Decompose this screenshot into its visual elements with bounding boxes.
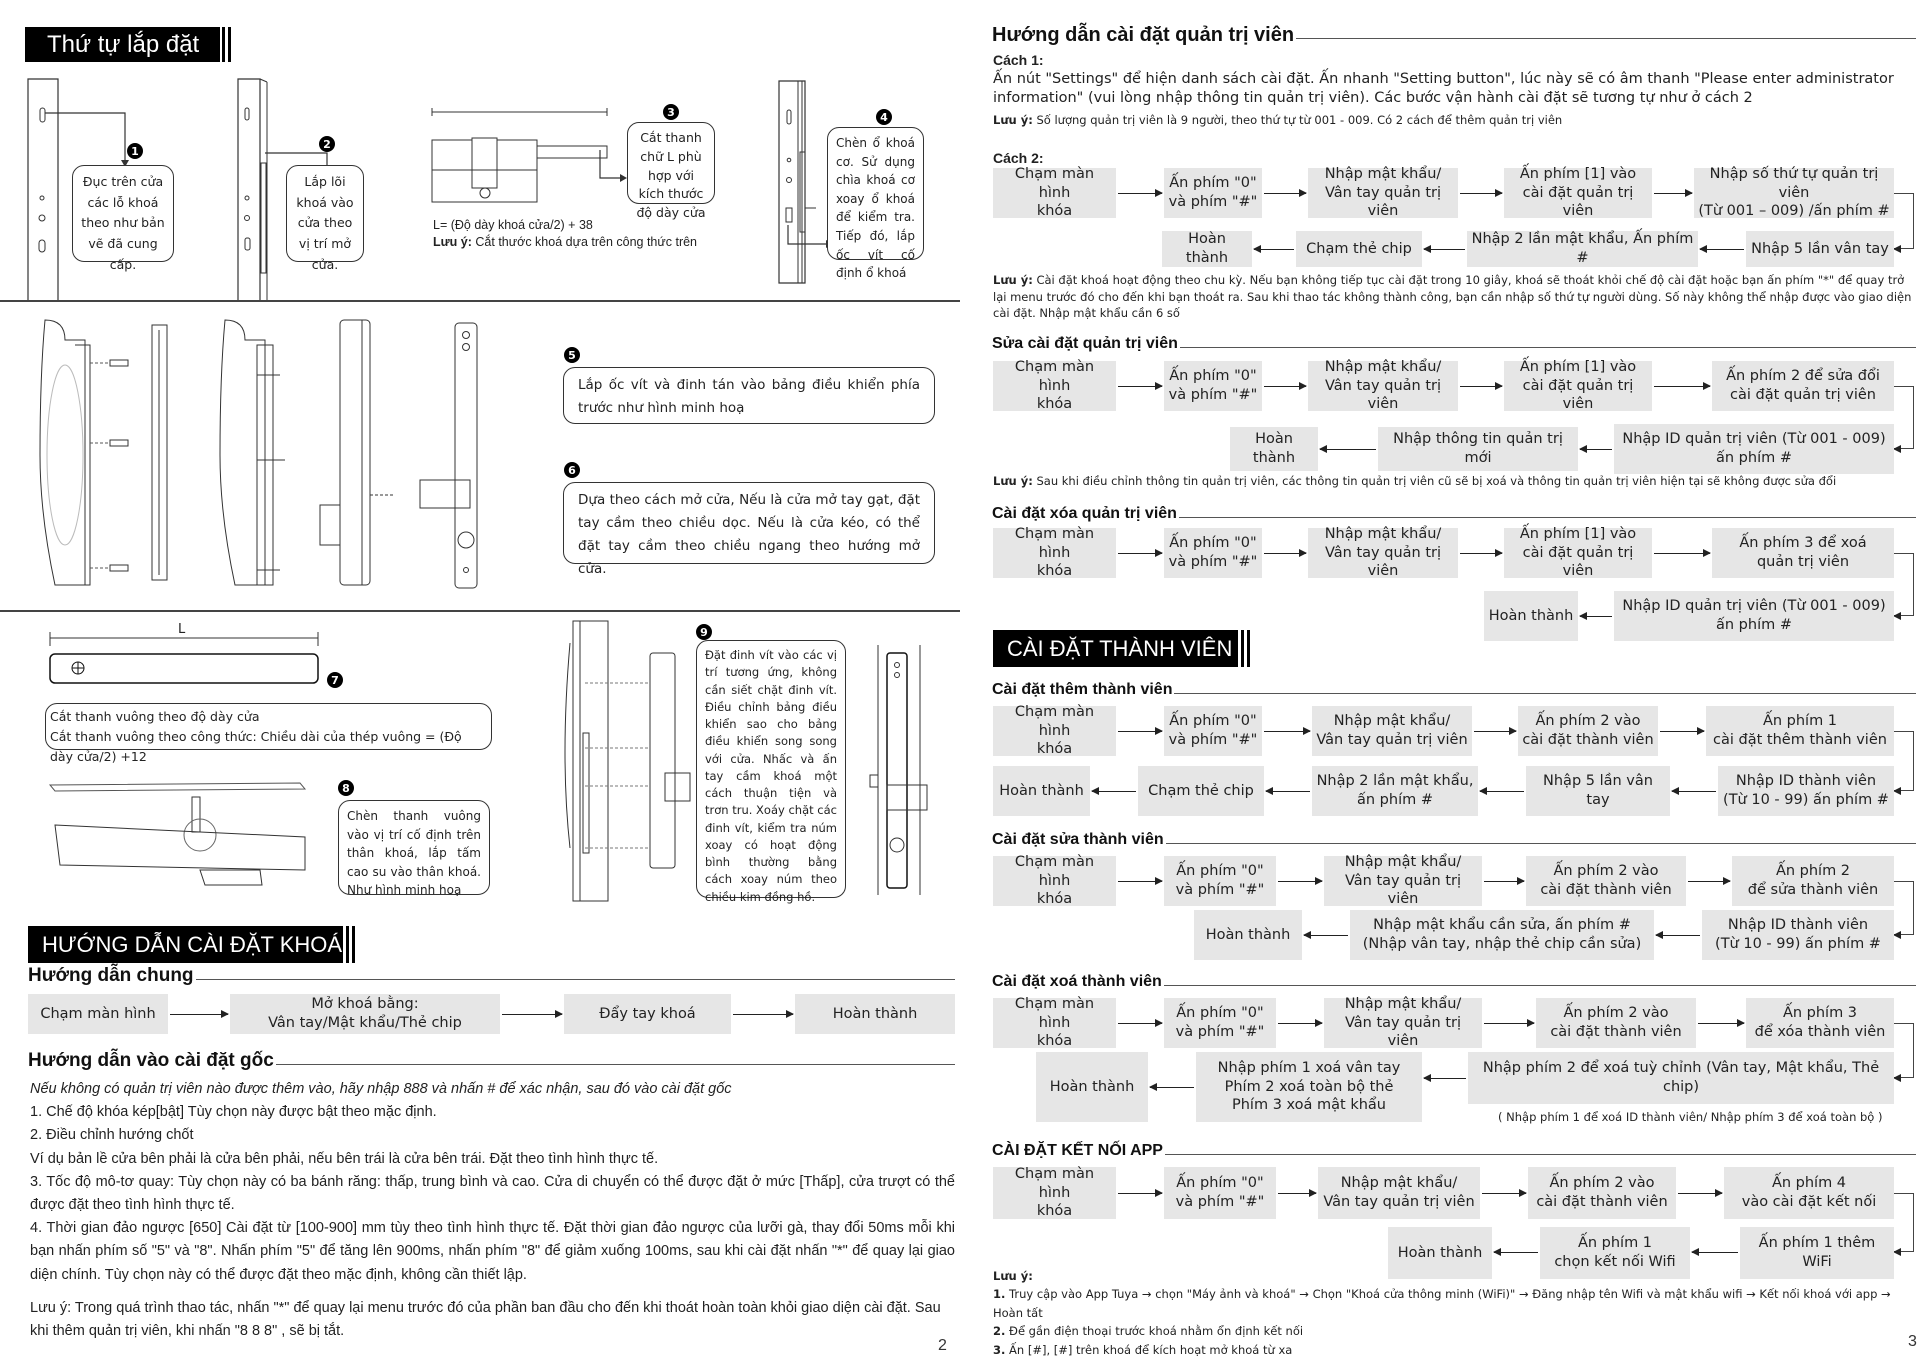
- dimension-label-l: L: [178, 622, 186, 637]
- flow-step: Chạm màn hình khóa: [993, 856, 1116, 906]
- factory-line: 4. Thời gian đảo ngược [650] Cài đặt từ [100-900] mm tùy theo tình hình thực tế. Đặt thời gian đảo ngược của lưỡi gà, thay đổi 50ms mỗi khi bạn nhấn phím số "5" và "8". Nhấn phím "5" để tăng lên 900ms, nhấn phím "8" để giảm xuống 100ms, sau khi cài đặt nhấn "*" để quay lại giao diện chính. Tùy chọn này có thể được đặt theo mặc định, không cần thiết lập.: [30, 1220, 955, 1283]
- admin-guide-title: Hướng dẫn cài đặt quản trị viên: [992, 24, 1295, 46]
- cylinder-formula: L= (Độ dày khoá cửa/2) + 38: [433, 218, 593, 232]
- flow-arrow-right: [1264, 553, 1306, 554]
- step-number-3: 3: [663, 104, 679, 120]
- flow-arrow-right: [1484, 1023, 1534, 1024]
- factory-line: 2. Điều chỉnh hướng chốt: [30, 1127, 194, 1144]
- factory-intro: Nếu không có quản trị viên nào được thêm vào, hãy nhập 888 và nhấn # để xác nhận, sau đó vào cài đặt gốc: [30, 1081, 732, 1097]
- general-flow-step: Đẩy tay khoá: [564, 994, 731, 1034]
- flow-step: Nhập ID thành viên (Từ 10 - 99) ấn phím #: [1702, 910, 1894, 960]
- members-banner-title: CÀI ĐẶT THÀNH VIÊN: [1007, 635, 1233, 661]
- flow-step: Ấn phím 2 vào cài đặt thành viên: [1536, 998, 1696, 1048]
- delete-member-title: Cài đặt xoá thành viên: [992, 973, 1162, 990]
- flow-arrow-right: [1118, 193, 1162, 194]
- step-7-line-2: Cắt thanh vuông theo công thức: Chiều dài của thép vuông = (Độ dày cửa/2) +12: [50, 729, 462, 764]
- flow-step: Chạm màn hình khóa: [993, 168, 1116, 218]
- flow-arrow-left: [1700, 249, 1744, 250]
- flow-arrow-right: [502, 1014, 562, 1015]
- lock-body-drawing: [50, 775, 330, 890]
- general-guide-heading: [28, 965, 955, 987]
- leader-line-3: [600, 150, 630, 185]
- flow-step: Ấn phím 3 để xoá quản trị viên: [1712, 528, 1894, 578]
- flow-step: Nhập mật khẩu cần sửa, ấn phím # (Nhập vân tay, nhập thẻ chip cần sửa): [1350, 910, 1654, 960]
- flow-step: Nhập mật khẩu/ Vân tay quản trị viên: [1308, 528, 1458, 578]
- flow-step: Hoàn thành: [1162, 231, 1252, 267]
- flow-arrow-right: [1118, 553, 1162, 554]
- step-number-1: 1: [127, 143, 143, 159]
- step-number-9: 9: [696, 624, 712, 640]
- flow-arrow-right: [1660, 731, 1704, 732]
- add-member-heading: [992, 681, 1916, 699]
- factory-guide-content: [30, 1078, 955, 1343]
- step-number-5: 5: [564, 347, 580, 363]
- app-note-item: [993, 1322, 1918, 1340]
- step-number-4: 4: [876, 109, 892, 125]
- step-2-callout: Lắp lõi khoá vào cửa theo vị trí mở cửa.: [286, 165, 364, 262]
- note-number: 1.: [993, 1287, 1006, 1302]
- flow-step: Chạm màn hình khóa: [993, 361, 1116, 411]
- flow-arrow-left: [1580, 449, 1612, 450]
- step-5-callout: Lắp ốc vít và đinh tán vào bảng điều khiển phía trước như hình minh hoạ: [563, 367, 935, 424]
- flow-arrow-right: [1278, 1193, 1316, 1194]
- flow-connector: [1894, 731, 1914, 791]
- note-label: Lưu ý:: [993, 273, 1033, 287]
- flow-step: Ấn phím "0" và phím "#": [1164, 856, 1276, 906]
- general-guide-title: Hướng dẫn chung: [28, 965, 194, 986]
- flow-step: Chạm thẻ chip: [1138, 766, 1264, 816]
- edit-admin-title: Sửa cài đặt quản trị viên: [992, 335, 1178, 352]
- step-9-callout: Đặt đinh vít vào các vị trí tương ứng, không cần siết chặt đinh vít. Điều chỉnh bảng điều khiển sao cho bảng điều khiển song song với cửa. Nhấc và ấn tay cầm khoá một cách thuận tiện và trơn tru. Xoáy chặt các đinh vít, kiểm tra núm xoay có hoạt động bình thường bằng cách xoay núm theo chiều kim đồng hồ.: [696, 640, 846, 898]
- flow-step: Ấn phím 2 vào cài đặt thành viên: [1518, 706, 1658, 756]
- general-flow-step: Hoàn thành: [795, 994, 955, 1034]
- admin-guide-heading: [992, 24, 1916, 47]
- factory-line: 1. Chế độ khóa kép[bật] Tùy chọn này được bật theo mặc định.: [30, 1104, 437, 1121]
- note-text: Ấn [#], [#] trên khoá để kích hoạt mở khoá từ xa: [1009, 1342, 1293, 1357]
- flow-arrow-left: [1254, 249, 1294, 250]
- flow-step: Ấn phím 1 chọn kết nối Wifi: [1540, 1227, 1690, 1279]
- flow-arrow-right: [1688, 881, 1730, 882]
- flow-step: Nhập phím 1 xoá vân tay Phím 2 xoá toàn bộ thẻ Phím 3 xoá mật khẩu: [1196, 1052, 1422, 1122]
- step-number-8: 8: [338, 780, 354, 796]
- edit-member-title: Cài đặt sửa thành viên: [992, 831, 1164, 848]
- general-flow-step: Mở khoá bằng: Vân tay/Mật khẩu/Thẻ chip: [230, 994, 500, 1034]
- flow-step: Ấn phím "0" và phím "#": [1164, 361, 1262, 411]
- flow-step: Chạm màn hình khóa: [993, 706, 1116, 756]
- method-2-label: Cách 2:: [993, 150, 1044, 166]
- handle-drawings-row: [35, 315, 475, 595]
- flow-step: Nhập ID quản trị viên (Từ 001 - 009) ấn phím #: [1614, 424, 1894, 474]
- flow-step: Nhập mật khẩu/ Vân tay quản trị viên: [1308, 168, 1458, 218]
- flow-arrow-right: [1278, 881, 1322, 882]
- flow-connector: [1894, 386, 1914, 449]
- step-number-7: 7: [327, 672, 343, 688]
- method-1-text: Ấn nút "Settings" để hiện danh sách cài đặt. Ấn nhanh "Setting button", lúc này sẽ có âm thanh "Please enter administrator information" (vui lòng nhập thông tin quản trị viên). Các bước vận hành cài đặt sẽ tương tự như ở cách 2: [993, 71, 1894, 106]
- note-label: Lưu ý:: [433, 235, 472, 249]
- flow-step: Ấn phím "0" và phím "#": [1164, 1167, 1276, 1219]
- flow-connector: [1894, 1193, 1914, 1252]
- flow-step: Chạm màn hình khóa: [993, 998, 1116, 1048]
- flow-arrow-right: [1264, 193, 1306, 194]
- flow-step: Chạm màn hình khóa: [993, 1167, 1116, 1219]
- leader-line-1: [45, 110, 135, 170]
- flow-step: Nhập mật khẩu/ Vân tay quản trị viên: [1308, 361, 1458, 411]
- flow-arrow-right: [1264, 731, 1310, 732]
- flow-arrow-right: [170, 1014, 228, 1015]
- step-number-2: 2: [319, 136, 335, 152]
- door-assembly-drawing: [565, 618, 715, 903]
- note-label: Lưu ý:: [993, 113, 1033, 127]
- flow-step: Nhập thông tin quản trị mới: [1378, 427, 1578, 471]
- section-divider-1: [0, 300, 960, 302]
- page-number-left: 2: [938, 1337, 947, 1354]
- flow-step: Ấn phím 1 cài đặt thêm thành viên: [1706, 706, 1894, 756]
- banner-bars: [1241, 630, 1250, 667]
- note-text: Sau khi điều chỉnh thông tin quản trị viên, các thông tin quản trị viên cũ sẽ bị xoá và thông tin quản trị viên hiện tại sẽ không được sửa đổi: [1036, 474, 1837, 488]
- flow-step: Nhập ID thành viên (Từ 10 - 99) ấn phím #: [1718, 766, 1894, 816]
- method-1-note: [993, 112, 1562, 129]
- step-7-callout: [45, 703, 492, 764]
- flow-arrow-left: [1692, 1252, 1738, 1253]
- flow-arrow-left: [1424, 1078, 1466, 1079]
- delete-admin-heading: [992, 505, 1916, 523]
- front-panel-drawing: [870, 645, 935, 895]
- delete-member-sub-note: ( Nhập phím 1 để xoá ID thành viên/ Nhập phím 3 để xoá toàn bộ ): [1498, 1110, 1883, 1124]
- flow-step: Chạm màn hình khóa: [993, 528, 1116, 578]
- flow-step: Nhập mật khẩu/ Vân tay quản trị viên: [1312, 706, 1472, 756]
- flow-connector: [1894, 1023, 1914, 1078]
- flow-connector: [1894, 553, 1914, 616]
- general-flow-step: Chạm màn hình: [28, 994, 168, 1034]
- step-1-callout: Đục trên cửa các lỗ khoá theo như bản vẽ đã cung cấp.: [72, 165, 174, 262]
- flow-arrow-left: [1424, 249, 1465, 250]
- app-note-item: [993, 1285, 1918, 1322]
- flow-step: Hoàn thành: [1036, 1052, 1148, 1122]
- note-text: Cài đặt khoá hoạt động theo chu kỳ. Nếu bạn không tiếp tục cài đặt trong 10 giây, khoá sẽ thoát khỏi chế độ cài đặt hoặc bạn ấn phím "*" để quay trở lại menu trước đó cho đến khi bạn thoát ra. Sau khi thao tác không thành công, bạn cần nhập số thứ tự người dùng. Số này không thể nhập được vào giao diện cài đặt. Nhập mật khẩu cần 6 số: [993, 273, 1912, 321]
- flow-step: Hoàn thành: [1484, 591, 1578, 641]
- flow-arrow-right: [1460, 386, 1502, 387]
- flow-arrow-right: [1482, 1193, 1526, 1194]
- flow-step: Ấn phím "0" và phím "#": [1164, 998, 1276, 1048]
- flow-step: Nhập phím 2 để xoá tuỳ chỉnh (Vân tay, Mật khẩu, Thẻ chip): [1468, 1052, 1894, 1104]
- delete-member-heading: [992, 973, 1916, 991]
- members-banner: [993, 630, 1238, 667]
- flow-arrow-left: [1320, 449, 1376, 450]
- flow-arrow-right: [1654, 386, 1710, 387]
- flow-step: Nhập 2 lần mật khẩu, Ấn phím #: [1467, 231, 1698, 267]
- square-bar-drawing: [50, 628, 325, 688]
- flow-step: Hoàn thành: [993, 766, 1090, 816]
- edit-admin-heading: [992, 335, 1916, 353]
- page-number-right: 3: [1908, 1333, 1917, 1350]
- flow-arrow-right: [1484, 881, 1524, 882]
- flow-arrow-left: [1656, 935, 1700, 936]
- flow-connector: [1894, 193, 1914, 249]
- flow-step: Hoàn thành: [1388, 1227, 1492, 1279]
- note-label: Lưu ý:: [993, 474, 1033, 488]
- flow-step: Nhập 5 lần vân tay: [1746, 231, 1894, 267]
- edit-member-heading: [992, 831, 1916, 849]
- flow-step: Ấn phím 2 để sửa đổi cài đặt quản trị viên: [1712, 361, 1894, 411]
- flow-arrow-right: [1278, 1023, 1322, 1024]
- flow-arrow-right: [1118, 386, 1162, 387]
- flow-arrow-left: [1304, 935, 1348, 936]
- note-text: Số lượng quản trị viên là 9 người, theo thứ tự từ 001 - 009. Có 2 cách để thêm quản trị viên: [1036, 113, 1563, 127]
- flow-connector: [1894, 881, 1914, 935]
- banner-bars: [222, 27, 231, 62]
- edit-admin-note: [993, 473, 1836, 490]
- flow-arrow-right: [1678, 1193, 1722, 1194]
- factory-line: 3. Tốc độ mô-tơ quay: Tùy chọn này có ba bánh răng: thấp, trung bình và cao. Cửa di chuyển có thể được đặt ở mức [Thấp], cửa trượt có thể được đặt theo tình hình thực tế.: [30, 1173, 955, 1213]
- flow-arrow-right: [1264, 386, 1306, 387]
- note-text: Cắt thước khoá dựa trên công thức trên: [475, 235, 698, 249]
- app-note-label: Lưu ý:: [993, 1269, 1033, 1283]
- factory-line: Ví dụ bản lề cửa bên phải là cửa bên phải, nếu bên trái là cửa bên trái. Đặt theo tình hình thực tế.: [30, 1150, 659, 1167]
- banner-bars: [346, 926, 355, 963]
- flow-arrow-right: [1654, 553, 1710, 554]
- app-notes: [993, 1267, 1918, 1357]
- factory-note: Lưu ý: Trong quá trình thao tác, nhấn "*" để quay lại menu trước đó của phần ban đầu cho đến khi thoát hoàn toàn khỏi giao diện cài đặt. Sau khi thêm quản trị viên, khi nhấn "8 8 8" , sẽ bị tắt.: [30, 1299, 941, 1339]
- flow-step: Hoàn thành: [1194, 910, 1302, 960]
- note-text: Truy cập vào App Tuya → chọn "Máy ảnh và khoá" → Chọn "Khoá cửa thông minh (WiFi)" → Đăng nhập tên Wifi và mật khẩu wifi → Kết nối khoá với app → Hoàn tất: [993, 1287, 1891, 1320]
- flow-step: Nhập số thứ tự quản trị viên (Từ 001 – 009) /ấn phím #: [1694, 168, 1894, 218]
- flow-step: Ấn phím "0" và phím "#": [1164, 706, 1262, 756]
- app-connect-title: CÀI ĐẶT KẾT NỐI APP: [992, 1142, 1163, 1159]
- flow-step: Hoàn thành: [1230, 427, 1318, 471]
- flow-step: Ấn phím "0" và phím "#": [1164, 168, 1262, 218]
- install-order-banner: [25, 27, 220, 62]
- factory-guide-title: Hướng dẫn vào cài đặt gốc: [28, 1050, 274, 1071]
- flow-step: Ấn phím 2 vào cài đặt thành viên: [1526, 856, 1686, 906]
- flow-step: Ấn phím 1 thêm WiFi: [1740, 1227, 1894, 1279]
- flow-step: Ấn phím [1] vào cài đặt quản trị viên: [1504, 361, 1652, 411]
- note-text: Để gần điện thoại trước khoá nhằm ổn định kết nối: [1009, 1324, 1304, 1339]
- flow-arrow-right: [1474, 731, 1516, 732]
- flow-arrow-right: [1654, 193, 1692, 194]
- step-3-callout: Cắt thanh chữ L phù hợp với kích thước độ dày cửa: [627, 122, 715, 204]
- note-number: 2.: [993, 1324, 1006, 1339]
- flow-arrow-left: [1150, 1087, 1194, 1088]
- note-number: 3.: [993, 1342, 1006, 1357]
- flow-step: Ấn phím 2 để sửa thành viên: [1732, 856, 1894, 906]
- flow-arrow-left: [1494, 1252, 1538, 1253]
- flow-arrow-right: [1118, 881, 1162, 882]
- step-4-callout: Chèn ổ khoá cơ. Sử dụng chìa khoá cơ xoay ổ khoá để kiểm tra. Tiếp đó, lắp ốc vít cố định ổ khoá: [827, 127, 924, 260]
- flow-step: Chạm thẻ chip: [1296, 231, 1422, 267]
- step-number-6: 6: [564, 462, 580, 478]
- lock-setup-banner: [28, 926, 343, 963]
- flow-step: Ấn phím 2 vào cài đặt thành viên: [1528, 1167, 1676, 1219]
- flow-arrow-right: [733, 1014, 793, 1015]
- flow-step: Ấn phím "0" và phím "#": [1164, 528, 1262, 578]
- flow-step: Nhập mật khẩu/ Vân tay quản trị viên: [1324, 998, 1482, 1048]
- delete-admin-title: Cài đặt xóa quản trị viên: [992, 505, 1177, 522]
- step-8-callout: Chèn thanh vuông vào vị trí cố định trên thân khoá, lắp tấm cao su vào thân khoá. Như hình minh hoạ: [338, 800, 490, 895]
- step-6-callout: Dựa theo cách mở cửa, Nếu là cửa mở tay gạt, đặt tay cầm theo chiều dọc. Nếu là cửa kéo, có thể đặt tay cầm theo chiều ngang theo hướng mở cửa.: [563, 482, 935, 564]
- flow-step: Nhập 5 lần vân tay: [1526, 766, 1670, 816]
- flow-step: Nhập mật khẩu/ Vân tay quản trị viên: [1324, 856, 1482, 906]
- step-7-line-1: Cắt thanh vuông theo độ dày cửa: [50, 709, 260, 724]
- flow-arrow-left: [1266, 791, 1310, 792]
- app-connect-heading: [992, 1142, 1916, 1160]
- section-divider-2: [0, 610, 960, 612]
- flow-step: Nhập mật khẩu/ Vân tay quản trị viên: [1318, 1167, 1480, 1219]
- flow-step: Nhập ID quản trị viên (Từ 001 - 009) ấn phím #: [1614, 591, 1894, 641]
- flow-arrow-right: [1118, 1023, 1162, 1024]
- method-1-label: Cách 1:: [993, 52, 1044, 68]
- flow-arrow-left: [1092, 791, 1136, 792]
- flow-arrow-right: [1118, 1193, 1162, 1194]
- flow-step: Ấn phím [1] vào cài đặt quản trị viên: [1504, 528, 1652, 578]
- flow-arrow-right: [1460, 193, 1502, 194]
- flow-arrow-left: [1580, 616, 1612, 617]
- flow-arrow-left: [1672, 791, 1716, 792]
- flow-arrow-right: [1460, 553, 1502, 554]
- flow-step: Ấn phím 3 để xóa thành viên: [1746, 998, 1894, 1048]
- install-order-title: Thứ tự lắp đặt: [47, 30, 200, 58]
- flow-step: Nhập 2 lần mật khẩu, ấn phím #: [1312, 766, 1478, 816]
- add-member-title: Cài đặt thêm thành viên: [992, 681, 1173, 698]
- method-2-note: [993, 272, 1918, 322]
- factory-guide-heading: [28, 1050, 955, 1072]
- flow-step: Ấn phím [1] vào cài đặt quản trị viên: [1504, 168, 1652, 218]
- app-note-item: [993, 1341, 1918, 1357]
- flow-arrow-right: [1698, 1023, 1744, 1024]
- flow-step: Ấn phím 4 vào cài đặt kết nối: [1724, 1167, 1894, 1219]
- lock-setup-title: HƯỚNG DẪN CÀI ĐẶT KHOÁ: [42, 931, 343, 957]
- cylinder-formula-note: [433, 235, 697, 249]
- flow-arrow-left: [1480, 791, 1524, 792]
- flow-arrow-right: [1118, 731, 1162, 732]
